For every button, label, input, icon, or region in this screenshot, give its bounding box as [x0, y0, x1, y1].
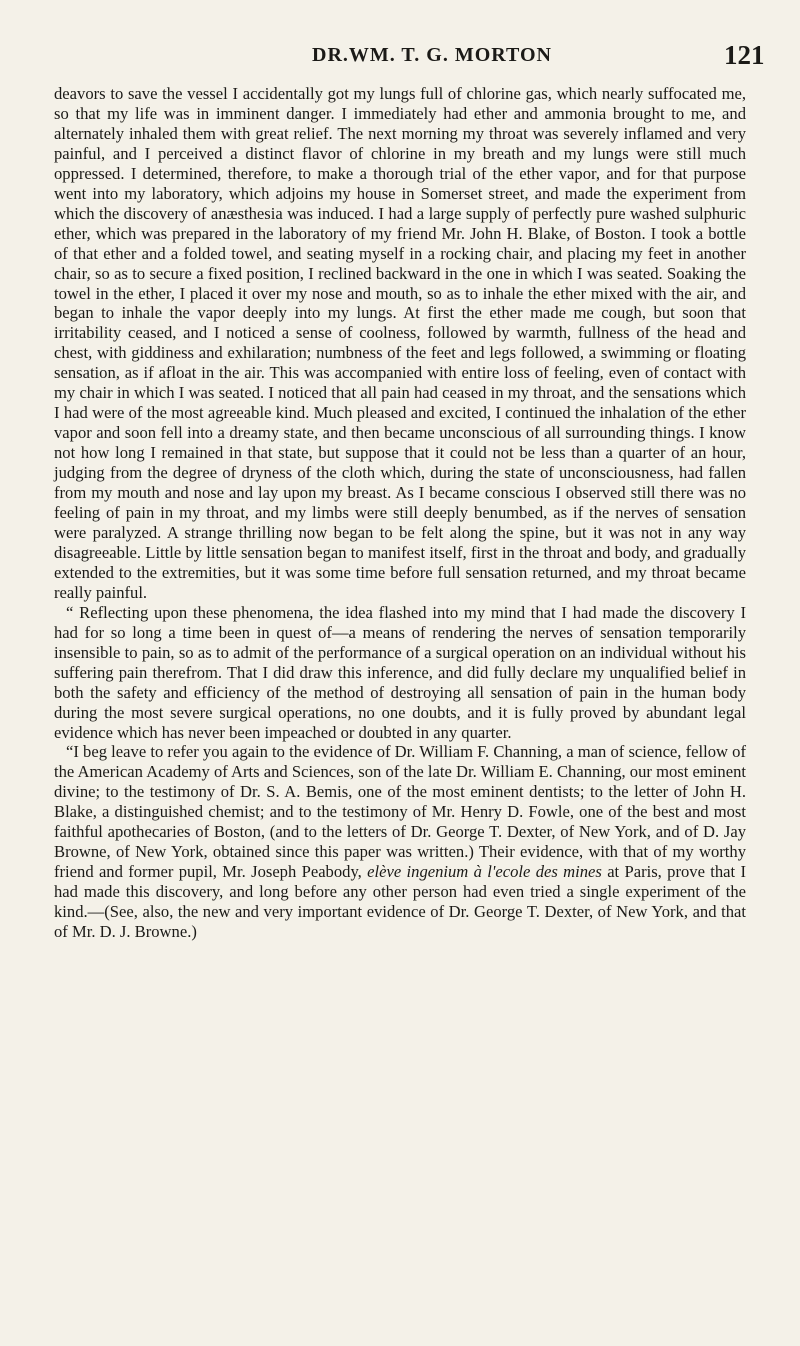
paragraph-1: deavors to save the vessel I accidentally got my lungs full of chlorine gas, which nearly suffocated me, so that my life was in imminent danger. I immediately had ether and ammonia brought to me, and alternately inhaled them with great relief. The next morning my throat was severely inflamed and very painful, and I perceived a distinct flavor of chlorine in my breath and my lungs were still much oppressed. I determined, therefore, to make a thorough trial of the ether vapor, and for that purpose went into my laboratory, which adjoins my house in Somerset street, and made the experiment from which the discovery of anæsthesia was induced. I had a large supply of perfectly pure washed sulphuric ether, which was prepared in the laboratory of my friend Mr. John H. Blake, of Boston. I took a bottle of that ether and a folded towel, and seating myself in a rocking chair, and placing my feet in another chair, so as to secure a fixed position, I reclined backward in the one in which I was seated. Soaking the towel in the ether, I placed it over my nose and mouth, so as to inhale the ether mixed with the air, and began to inhale the vapor deeply into my lungs. At first the ether made me cough, but soon that irritability ceased, and I noticed a sense of coolness, followed by warmth, fullness of the head and chest, with giddiness and exhilaration; numbness of the feet and legs followed, a swimming or floating sensation, as if afloat in the air. This was accompanied with entire loss of feeling, even of contact with my chair in which I was seated. I noticed that all pain had ceased in my throat, and the sensations which I had were of the most agreeable kind. Much pleased and excited, I continued the inhalation of the ether vapor and soon fell into a dreamy state, and then became unconscious of all surrounding things. I know not how long I remained in that state, but suppose that it could not be less than a quarter of an hour, judging from the degree of dryness of the cloth which, during the state of unconsciousness, had fallen from my mouth and nose and lay upon my breast. As I became conscious I observed still there was no feeling of pain in my throat, and my limbs were still deeply benumbed, as if the nerves of sensation were paralyzed. A strange thrilling now began to be felt along the spine, but it was not in any way disagreeable. Little by little sensation began to manifest itself, first in the throat and body, and gradually extended to the extremities, but it was some time before full sensation returned, and my throat became really painful. — [54, 84, 746, 602]
running-title: DR.WM. T. G. MORTON — [312, 44, 552, 66]
paragraph-3-text-a: “I beg leave to refer you again to the evidence of Dr. William F. Channing, a man of science, fellow of the American Academy of Arts and Sciences, son of the late Dr. William E. Channing, our most eminent divine; to the testimony of Dr. S. A. Bemis, one of the most eminent dentists; to the letter of John H. Blake, a distinguished chemist; and to the testimony of Mr. Henry D. Fowle, one of the best and most faithful apothecaries of Boston, (and to the letters of Dr. George T. Dexter, of New York, and of D. Jay Browne, of New York, obtained since this paper was written.) Their evidence, with that of my worthy friend and former pupil, Mr. Joseph Peabody, — [54, 742, 746, 882]
running-header — [0, 40, 800, 80]
page-number: 121 — [724, 40, 765, 70]
body-text — [54, 84, 746, 942]
paragraph-3-text-b: at Paris, prove that I had made this discovery, and long before any other person had even tried a single experiment of the kind.—(See, also, the new and very important evidence of Dr. George T. Dexter, of New York, and that of Mr. D. J. Browne.) — [54, 862, 746, 942]
paragraph-2: “ Reflecting upon these phenomena, the idea flashed into my mind that I had made the discovery I had for so long a time been in quest of—a means of rendering the nerves of sensation temporarily insensible to pain, so as to admit of the performance of a surgical operation on an individual without his suffering pain therefrom. That I did draw this inference, and did fully declare my unqualified belief in both the safety and efficiency of the method of destroying all sensation of pain in the human body during the most severe surgical operations, no one doubts, and it is fully proved by abundant legal evidence which has never been impeached or doubted in any quarter. — [54, 602, 746, 742]
paragraph-3 — [54, 742, 746, 942]
paragraph-3-italic-phrase: elève ingenium à l'ecole des mines — [367, 862, 602, 882]
